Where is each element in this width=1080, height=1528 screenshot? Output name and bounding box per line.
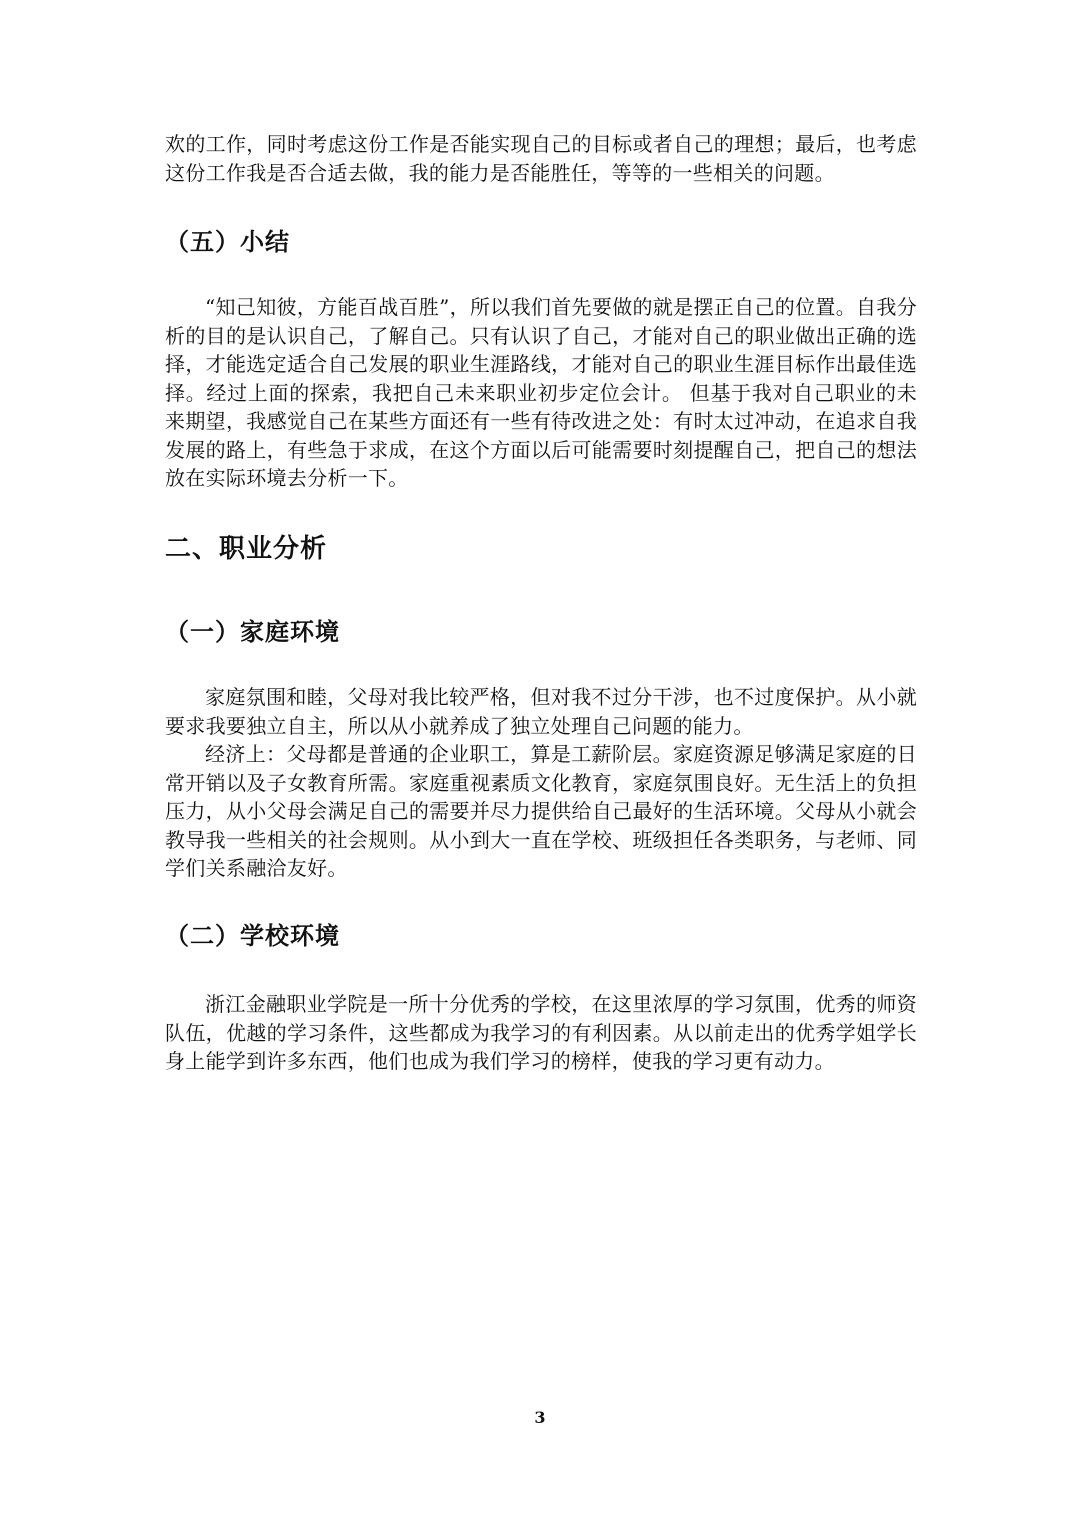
family-paragraph-1: 家庭氛围和睦，父母对我比较严格，但对我不过分干涉，也不过度保护。从小就要求我要独立自主，所以从小就养成了独立处理自己问题的能力。 <box>165 685 917 738</box>
section-heading-summary: （五）小结 <box>165 227 290 256</box>
page-number: 3 <box>534 1408 546 1427</box>
school-heading-block <box>165 920 917 952</box>
section-heading-family: （一）家庭环境 <box>165 617 340 646</box>
summary-paragraph: “知己知彼，方能百战百胜”，所以我们首先要做的就是摆正自己的位置。自我分析的目的是认识自己，了解自己。只有认识了自己，才能对自己的职业做出正确的选择，才能选定适合自己发展的职业生涯路线，才能对自己的职业生涯目标作出最佳选择。经过上面的探索，我把自己未来职业初步定位会计。 但基于我对自己职业的未来期望，我感觉自己在某些方面还有一些有待改进之处：有时太过冲动，在追求自我发展的路上，有些急于求成，在这个方面以后可能需要时刻提醒自己，把自己的想法放在实际环境去分析一下。 <box>165 295 917 490</box>
family-block <box>165 683 917 883</box>
family-paragraph-2: 经济上：父母都是普通的企业职工，算是工薪阶层。家庭资源足够满足家庭的日常开销以及子女教育所需。家庭重视素质文化教育，家庭氛围良好。无生活上的负担压力，从小父母会满足自己的需要并尽力提供给自己最好的生活环境。父母从小就会教导我一些相关的社会规则。从小到大一直在学校、班级担任各类职务，与老师、同学们关系融洽友好。 <box>165 742 917 880</box>
school-block <box>165 990 917 1076</box>
summary-heading-block <box>165 226 917 258</box>
continuation-block <box>165 130 917 187</box>
section-heading-school: （二）学校环境 <box>165 921 340 950</box>
family-heading-block <box>165 616 917 648</box>
summary-block <box>165 293 917 493</box>
school-paragraph: 浙江金融职业学院是一所十分优秀的学校，在这里浓厚的学习氛围，优秀的师资队伍，优越的学习条件，这些都成为我学习的有利因素。从以前走出的优秀学姐学长身上能学到许多东西，他们也成为我们学习的榜样，使我的学习更有动力。 <box>165 992 917 1073</box>
chapter-heading: 二、职业分析 <box>165 534 328 564</box>
chapter-heading-block <box>165 532 917 566</box>
continuation-paragraph: 欢的工作，同时考虑这份工作是否能实现自己的目标或者自己的理想；最后，也考虑这份工作我是否合适去做，我的能力是否能胜任，等等的一些相关的问题。 <box>165 132 917 185</box>
